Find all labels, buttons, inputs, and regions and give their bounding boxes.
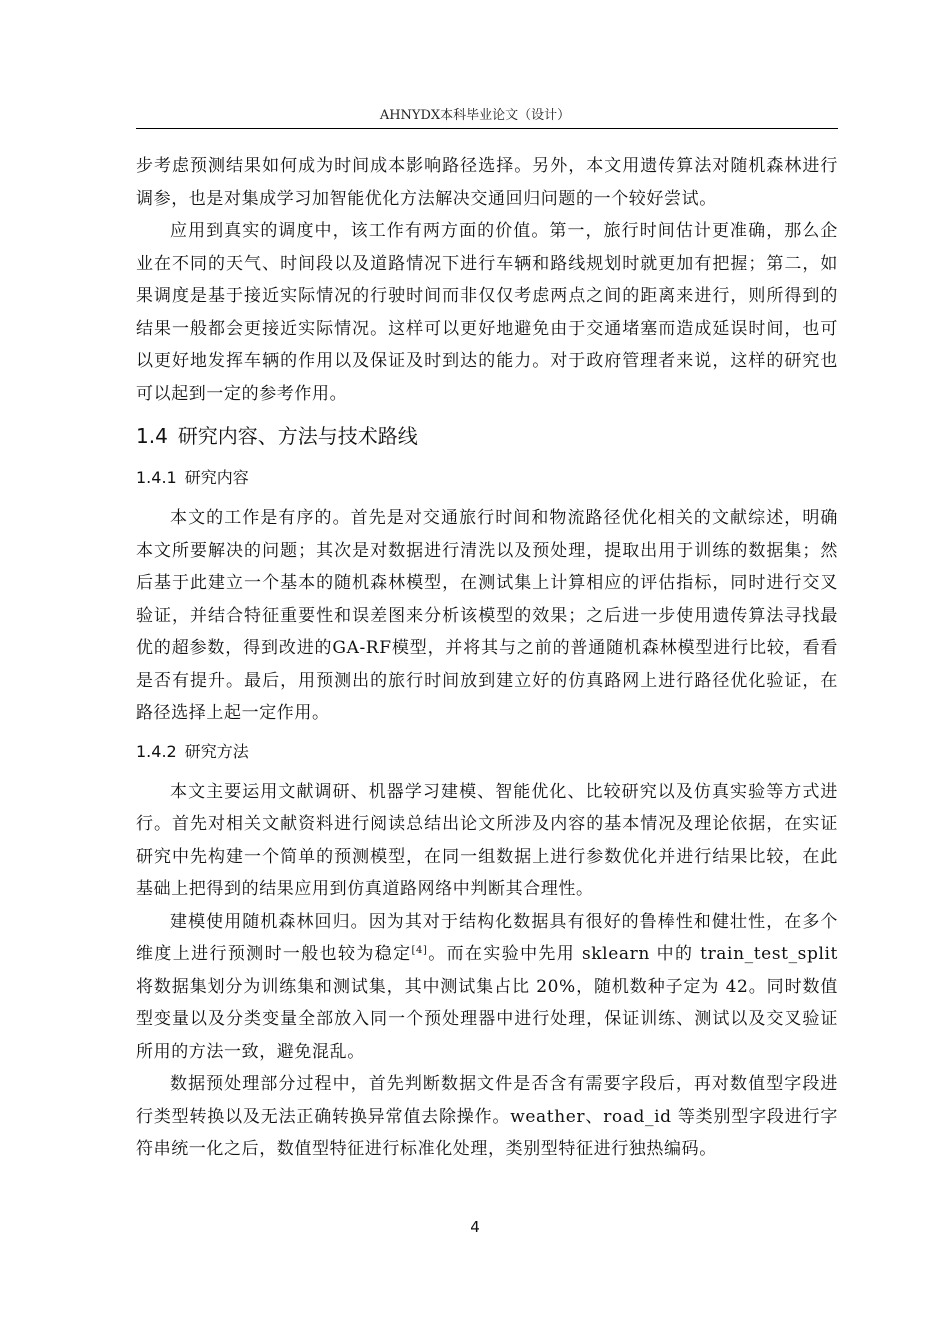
citation-ref[interactable]: [4]: [411, 945, 428, 956]
subsection-title: 研究方法: [184, 741, 249, 761]
subsection-number: 1.4.2: [136, 741, 177, 761]
paragraph-5: [136, 906, 838, 1069]
section-title: 研究内容、方法与技术路线: [177, 424, 418, 448]
page-body: [136, 150, 838, 1166]
paragraph-5-part-a: 建模使用随机森林回归。因为其对于结构化数据具有很好的鲁棒性和健壮性，在多个维度上进行预测时一般也较为稳定: [136, 911, 838, 964]
paragraph-6: 数据预处理部分过程中，首先判断数据文件是否含有需要字段后，再对数值型字段进行类型转换以及无法正确转换异常值去除操作。weather、road_id 等类别型字段进行字符串统一化之后，数值型特征进行标准化处理，类别型特征进行独热编码。: [136, 1074, 838, 1159]
subsection-number: 1.4.1: [136, 468, 177, 487]
page-number: 4: [470, 1218, 480, 1236]
subsection-heading-1-4-2: [136, 734, 838, 770]
paragraph-1: 步考虑预测结果如何成为时间成本影响路径选择。另外，本文用遗传算法对随机森林进行调参，也是对集成学习加智能优化方法解决交通回归问题的一个较好尝试。: [136, 156, 838, 209]
paragraph-3: 本文的工作是有序的。首先是对交通旅行时间和物流路径优化相关的文献综述，明确本文所要解决的问题；其次是对数据进行清洗以及预处理，提取出用于训练的数据集；然后基于此建立一个基本的随机森林模型，在测试集上计算相应的评估指标，同时进行交叉验证，并结合特征重要性和误差图来分析该模型的效果；之后进一步使用遗传算法寻找最优的超参数，得到改进的GA-RF模型，并将其与之前的普通随机森林模型进行比较，看看是否有提升。最后，用预测出的旅行时间放到建立好的仿真路网上进行路径优化验证，在路径选择上起一定作用。: [136, 508, 838, 723]
running-header: AHNYDX本科毕业论文（设计）: [379, 108, 571, 123]
paragraph-2: 应用到真实的调度中，该工作有两方面的价值。第一，旅行时间估计更准确，那么企业在不同的天气、时间段以及道路情况下进行车辆和路线规划时就更加有把握；第二，如果调度是基于接近实际情况的行驶时间而非仅仅考虑两点之间的距离来进行，则所得到的结果一般都会更接近实际情况。这样可以更好地避免由于交通堵塞而造成延误时间，也可以更好地发挥车辆的作用以及保证及时到达的能力。对于政府管理者来说，这样的研究也可以起到一定的参考作用。: [136, 221, 838, 404]
header-rule: [136, 128, 838, 129]
paragraph-4: 本文主要运用文献调研、机器学习建模、智能优化、比较研究以及仿真实验等方式进行。首先对相关文献资料进行阅读总结出论文所涉及内容的基本情况及理论依据，在实证研究中先构建一个简单的预测模型，在同一组数据上进行参数优化并进行结果比较，在此基础上把得到的结果应用到仿真道路网络中判断其合理性。: [136, 781, 838, 899]
subsection-heading-1-4-1: [136, 460, 838, 496]
paragraph-5-part-b: 。而在实验中先用 sklearn 中的 train_test_split 将数据集划分为训练集和测试集，其中测试集占比 20%，随机数种子定为 42。同时数值型变量以及分类变量全部放入同一个预处理器中进行处理，保证训练、测试以及交叉验证所用的方法一致，避免混乱。: [136, 944, 838, 1062]
section-number: 1.4: [136, 424, 168, 448]
section-heading-1-4: [136, 418, 838, 454]
subsection-title: 研究内容: [184, 468, 249, 487]
